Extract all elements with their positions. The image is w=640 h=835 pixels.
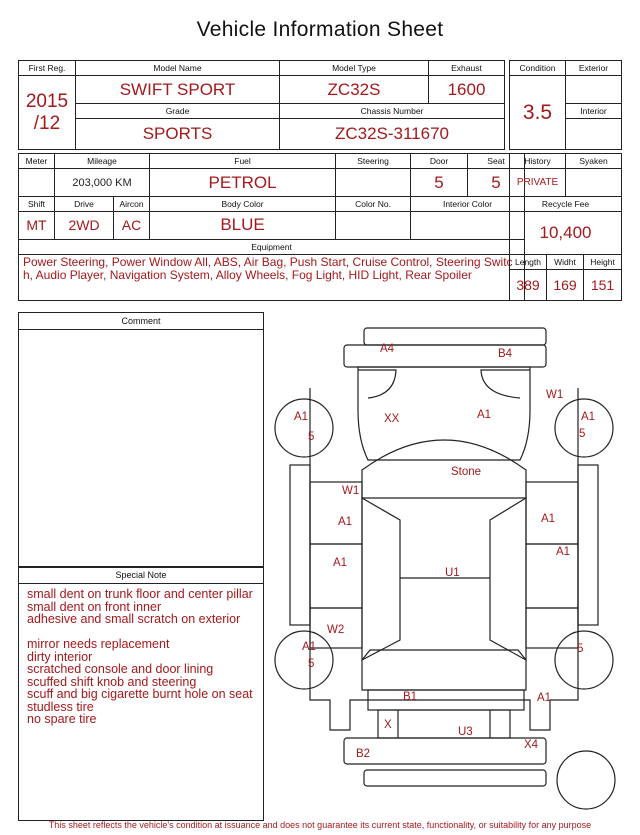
grade-value: SPORTS xyxy=(76,119,280,150)
shift-value: MT xyxy=(19,212,55,239)
drive-value: 2WD xyxy=(55,212,114,239)
sheet-title: Vehicle Information Sheet xyxy=(196,18,444,41)
model-name-value: SWIFT SPORT xyxy=(76,76,280,104)
syaken-label: Syaken xyxy=(566,154,622,169)
left-front-door xyxy=(310,544,362,608)
grade-label: Grade xyxy=(76,104,280,119)
steering-value xyxy=(336,169,411,197)
body-color-label: Body Color xyxy=(150,197,336,212)
comment-label: Comment xyxy=(19,313,263,330)
special-note-item: dirty interior xyxy=(27,649,93,664)
windshield xyxy=(362,650,526,690)
drive-label: Drive xyxy=(55,197,114,212)
first-reg-value xyxy=(19,76,76,150)
mark-rr-wheel-num: 5 xyxy=(579,428,586,440)
model-type-value: ZC32S xyxy=(280,76,429,104)
vehicle-info-table xyxy=(18,60,505,150)
equipment-label: Equipment xyxy=(19,239,525,254)
seat-value: 5 xyxy=(468,169,525,197)
vehicle-spec-table xyxy=(18,153,525,301)
mark-rear-left-window: W1 xyxy=(342,485,360,497)
special-note-box xyxy=(18,566,264,821)
special-note-item: scuff and big cigarette burnt hole on seat xyxy=(27,687,253,701)
mileage-label: Mileage xyxy=(55,154,150,169)
special-note-list xyxy=(19,584,263,730)
left-side-windows xyxy=(362,498,400,660)
history-label: History xyxy=(510,154,566,169)
door-label: Door xyxy=(411,154,468,169)
rear-left-lamp xyxy=(358,370,396,398)
condition-value: 3.5 xyxy=(510,76,566,150)
special-note-item: scratched console and door lining xyxy=(27,662,214,676)
special-note-item: mirror needs replacement xyxy=(27,637,170,651)
interior-label: Interior xyxy=(566,104,622,119)
fuel-label: Fuel xyxy=(150,154,336,169)
syaken-value xyxy=(566,169,622,197)
chassis-number-label: Chassis Number xyxy=(280,104,505,119)
footer-disclaimer: This sheet reflects the vehicle's condition at issuance and does not guarantee its current state, functionality, or suitability for any purpose xyxy=(48,820,592,830)
first-reg-month: /12 xyxy=(33,112,61,134)
spare-wheel xyxy=(557,751,615,809)
first-reg-year: 2015 xyxy=(25,90,69,112)
interior-value xyxy=(566,119,622,150)
mark-front-corner: X4 xyxy=(524,739,539,751)
rear-left-wheel xyxy=(275,399,333,457)
rear-glass xyxy=(362,440,526,498)
length-label: Length xyxy=(510,255,547,270)
mark-rear-glass: Stone xyxy=(451,466,482,478)
mark-left-front-fender: X xyxy=(384,719,392,731)
width-label: Widht xyxy=(547,255,584,270)
mark-rl-wheel-code: A1 xyxy=(294,411,309,423)
exterior-label: Exterior xyxy=(566,61,622,76)
interior-color-label: Interior Color xyxy=(411,197,525,212)
width-value: 169 xyxy=(547,270,584,301)
mark-trunk-right: A1 xyxy=(477,409,492,421)
fuel-value: PETROL xyxy=(150,169,336,197)
seat-label: Seat xyxy=(468,154,525,169)
special-note-item: scuffed shift knob and steering xyxy=(27,674,197,689)
model-type-label: Model Type xyxy=(280,61,429,76)
right-side-windows xyxy=(490,498,526,660)
recycle-fee-label: Recycle Fee xyxy=(510,197,622,212)
meter-value xyxy=(19,169,55,197)
color-no-value xyxy=(336,212,411,239)
shift-label: Shift xyxy=(19,197,55,212)
special-note-item: studless tire xyxy=(27,699,94,714)
door-value: 5 xyxy=(411,169,468,197)
right-front-door xyxy=(526,544,578,608)
meter-label: Meter xyxy=(19,154,55,169)
left-side-sill xyxy=(290,465,310,625)
first-reg-label: First Reg. xyxy=(19,61,76,76)
length-value: 389 xyxy=(510,270,547,301)
comment-box xyxy=(18,312,264,568)
exterior-value xyxy=(566,76,622,104)
special-note-item: small dent on trunk floor and center pillar xyxy=(27,587,253,601)
body-outline xyxy=(310,388,578,730)
car-damage-diagram xyxy=(268,318,628,818)
front-left-wheel xyxy=(275,631,333,689)
mark-fr-wheel-num: 5 xyxy=(577,643,584,655)
exhaust-label: Exhaust xyxy=(429,61,505,76)
rear-right-lamp xyxy=(481,370,530,398)
front-bumper-outer xyxy=(364,770,546,786)
history-value: PRIVATE xyxy=(510,169,566,197)
rear-bumper xyxy=(344,345,546,367)
height-label: Height xyxy=(584,255,622,270)
recycle-fee-value: 10,400 xyxy=(510,212,622,255)
model-name-label: Model Name xyxy=(76,61,280,76)
front-bumper xyxy=(344,738,546,764)
mark-left-rear-door: A1 xyxy=(338,516,353,528)
mark-fl-wheel-code: A1 xyxy=(302,641,317,653)
front-right-wheel xyxy=(555,631,613,689)
mark-rl-wheel-num: 5 xyxy=(308,431,315,443)
mark-right-front-door: A1 xyxy=(556,546,571,558)
color-no-label: Color No. xyxy=(336,197,411,212)
mark-front-bumper: B2 xyxy=(356,748,371,760)
interior-color-value xyxy=(411,212,525,239)
mark-rear-right-window: W1 xyxy=(546,389,564,401)
mark-left-front-door: A1 xyxy=(333,557,348,569)
mark-front-body: U3 xyxy=(458,726,473,738)
special-note-item: adhesive and small scratch on exterior xyxy=(27,612,241,626)
steering-label: Steering xyxy=(336,154,411,169)
mark-rr-wheel-code: A1 xyxy=(581,411,596,423)
condition-label: Condition xyxy=(510,61,566,76)
mark-roof: U1 xyxy=(445,567,460,579)
chassis-number-value: ZC32S-311670 xyxy=(280,119,505,150)
mark-right-rear-door: A1 xyxy=(541,513,556,525)
special-note-item: small dent on front inner xyxy=(27,599,162,614)
aircon-label: Aircon xyxy=(114,197,150,212)
condition-table xyxy=(509,60,622,150)
body-color-value: BLUE xyxy=(150,212,336,239)
special-note-item: no spare tire xyxy=(27,712,97,726)
right-front-fender-upper xyxy=(526,608,578,648)
mark-fl-wheel-num: 5 xyxy=(308,658,315,670)
mileage-value: 203,000 KM xyxy=(55,169,150,197)
mark-left-front-window: W2 xyxy=(327,624,345,636)
right-side-sill xyxy=(578,465,598,625)
mark-right-front-fender: A1 xyxy=(537,692,552,704)
mark-bonnet: B1 xyxy=(403,691,418,703)
history-table xyxy=(509,153,622,301)
mark-trunk-left: XX xyxy=(384,413,400,425)
equipment-value: Power Steering, Power Window All, ABS, Air Bag, Push Start, Cruise Control, Steering Switch, Audio Player, Navigation System, Alloy Wheels, Fog Light, HID Light, Rear Spoiler xyxy=(19,254,525,300)
aircon-value: AC xyxy=(114,212,150,239)
exhaust-value: 1600 xyxy=(429,76,505,104)
special-note-label: Special Note xyxy=(19,567,263,584)
mark-rear-corner: B4 xyxy=(498,348,513,360)
height-value: 151 xyxy=(584,270,622,301)
mark-rear-bumper: A4 xyxy=(380,343,395,355)
